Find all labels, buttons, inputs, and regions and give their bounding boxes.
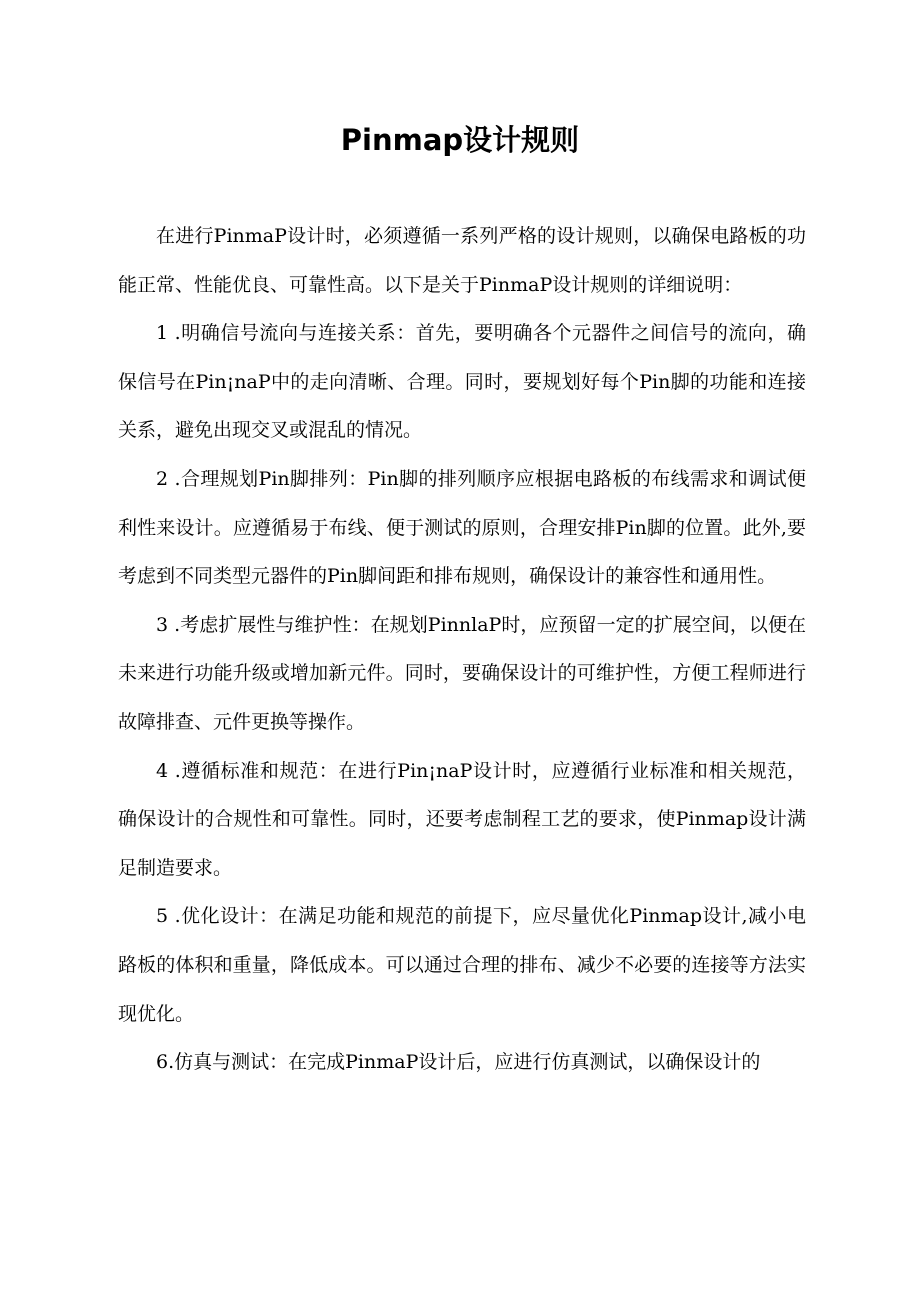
rule-6-paragraph: 6.仿真与测试：在完成PinmaP设计后，应进行仿真测试，以确保设计的 (156, 1051, 761, 1074)
rule-3-paragraph: 3 .考虑扩展性与维护性：在规划PinnlaP时，应预留一定的扩展空间，以便在未来进行功能升级或增加新元件。同时，要确保设计的可维护性，方便工程师进行故障排查、元件更换等操作。 (118, 613, 806, 733)
rule-1-paragraph: 1 .明确信号流向与连接关系：首先，要明确各个元器件之间信号的流向，确保信号在Pin¡naP中的走向清晰、合理。同时，要规划好每个Pin脚的功能和连接关系，避免出现交叉或混乱的情况。 (118, 322, 806, 442)
document-title: Pinmap设计规则 (340, 123, 580, 157)
rule-5-paragraph: 5 .优化设计：在满足功能和规范的前提下，应尽量优化Pinmap设计,减小电路板的体积和重量，降低成本。可以通过合理的排布、减少不必要的连接等方法实现优化。 (118, 905, 806, 1025)
document-body (118, 212, 806, 1087)
rule-2-paragraph: 2 .合理规划Pin脚排列：Pin脚的排列顺序应根据电路板的布线需求和调试便利性来设计。应遵循易于布线、便于测试的原则，合理安排Pin脚的位置。此外,要考虑到不同类型元器件的Pin脚间距和排布规则，确保设计的兼容性和通用性。 (118, 467, 806, 588)
rule-4-paragraph: 4 .遵循标准和规范：在进行Pin¡naP设计时，应遵循行业标准和相关规范，确保设计的合规性和可靠性。同时，还要考虑制程工艺的要求，使Pinmap设计满足制造要求。 (118, 759, 806, 879)
intro-paragraph: 在进行PinmaP设计时，必须遵循一系列严格的设计规则，以确保电路板的功能正常、性能优良、可靠性高。以下是关于PinmaP设计规则的详细说明： (118, 225, 806, 296)
